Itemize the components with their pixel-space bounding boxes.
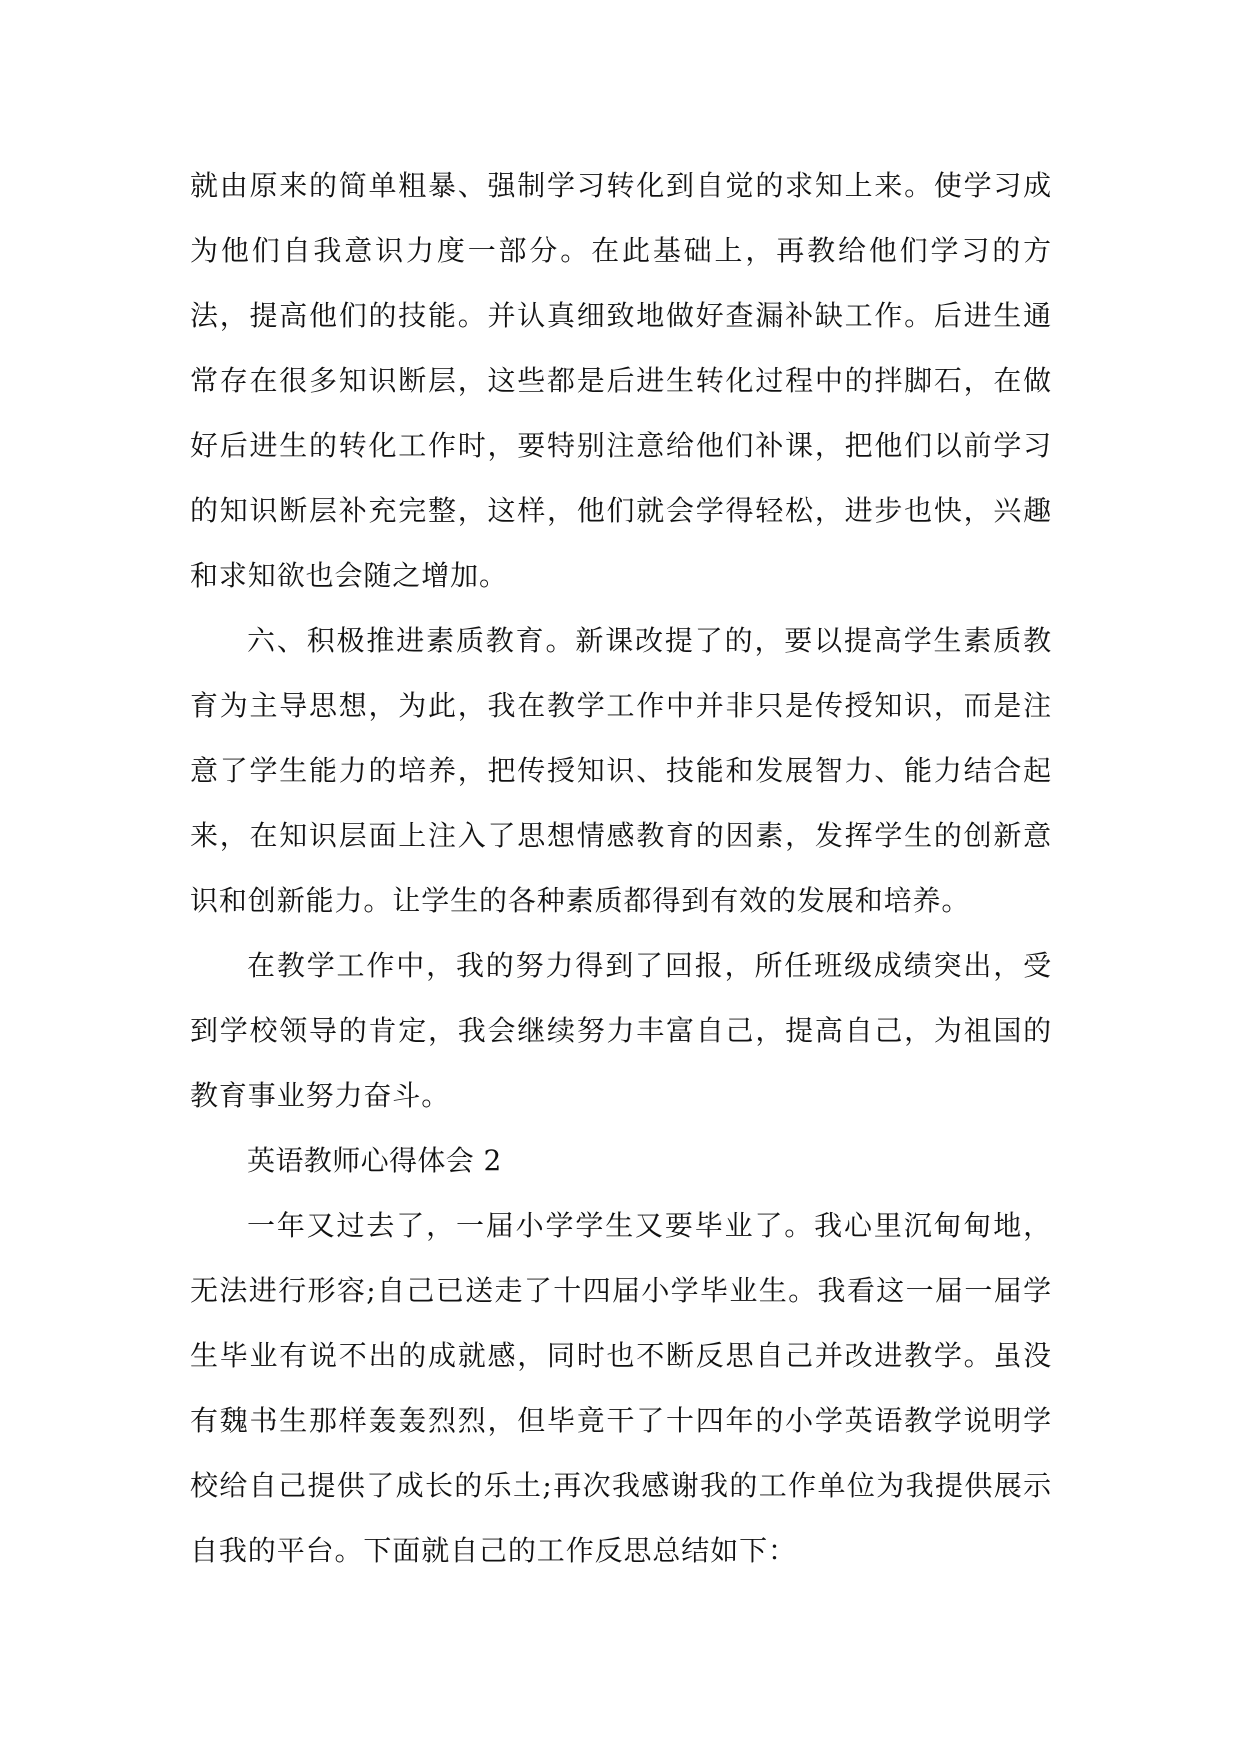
paragraph-continuation: 就由原来的简单粗暴、强制学习转化到自觉的求知上来。使学习成为他们自我意识力度一部分。在此基础上，再教给他们学习的方法，提高他们的技能。并认真细致地做好查漏补缺工作。后进生通常存在很多知识断层，这些都是后进生转化过程中的拌脚石，在做好后进生的转化工作时，要特别注意给他们补课，把他们以前学习的知识断层补充完整，这样，他们就会学得轻松，进步也快，兴趣和求知欲也会随之增加。 (190, 169, 1052, 592)
paragraph-conclusion: 在教学工作中，我的努力得到了回报，所任班级成绩突出，受到学校领导的肯定，我会继续努力丰富自己，提高自己，为祖国的教育事业努力奋斗。 (190, 949, 1052, 1112)
document-body (190, 153, 1052, 1583)
section-heading: 英语教师心得体会 2 (247, 1144, 502, 1177)
paragraph-reflection: 一年又过去了，一届小学学生又要毕业了。我心里沉甸甸地，无法进行形容;自己已送走了十四届小学毕业生。我看这一届一届学生毕业有说不出的成就感，同时也不断反思自己并改进教学。虽没有魏书生那样轰轰烈烈，但毕竟干了十四年的小学英语教学说明学校给自己提供了成长的乐土;再次我感谢我的工作单位为我提供展示自我的平台。下面就自己的工作反思总结如下： (190, 1209, 1052, 1567)
paragraph-quality-education: 六、积极推进素质教育。新课改提了的，要以提高学生素质教育为主导思想，为此，我在教学工作中并非只是传授知识，而是注意了学生能力的培养，把传授知识、技能和发展智力、能力结合起来，在知识层面上注入了思想情感教育的因素，发挥学生的创新意识和创新能力。让学生的各种素质都得到有效的发展和培养。 (190, 624, 1052, 917)
